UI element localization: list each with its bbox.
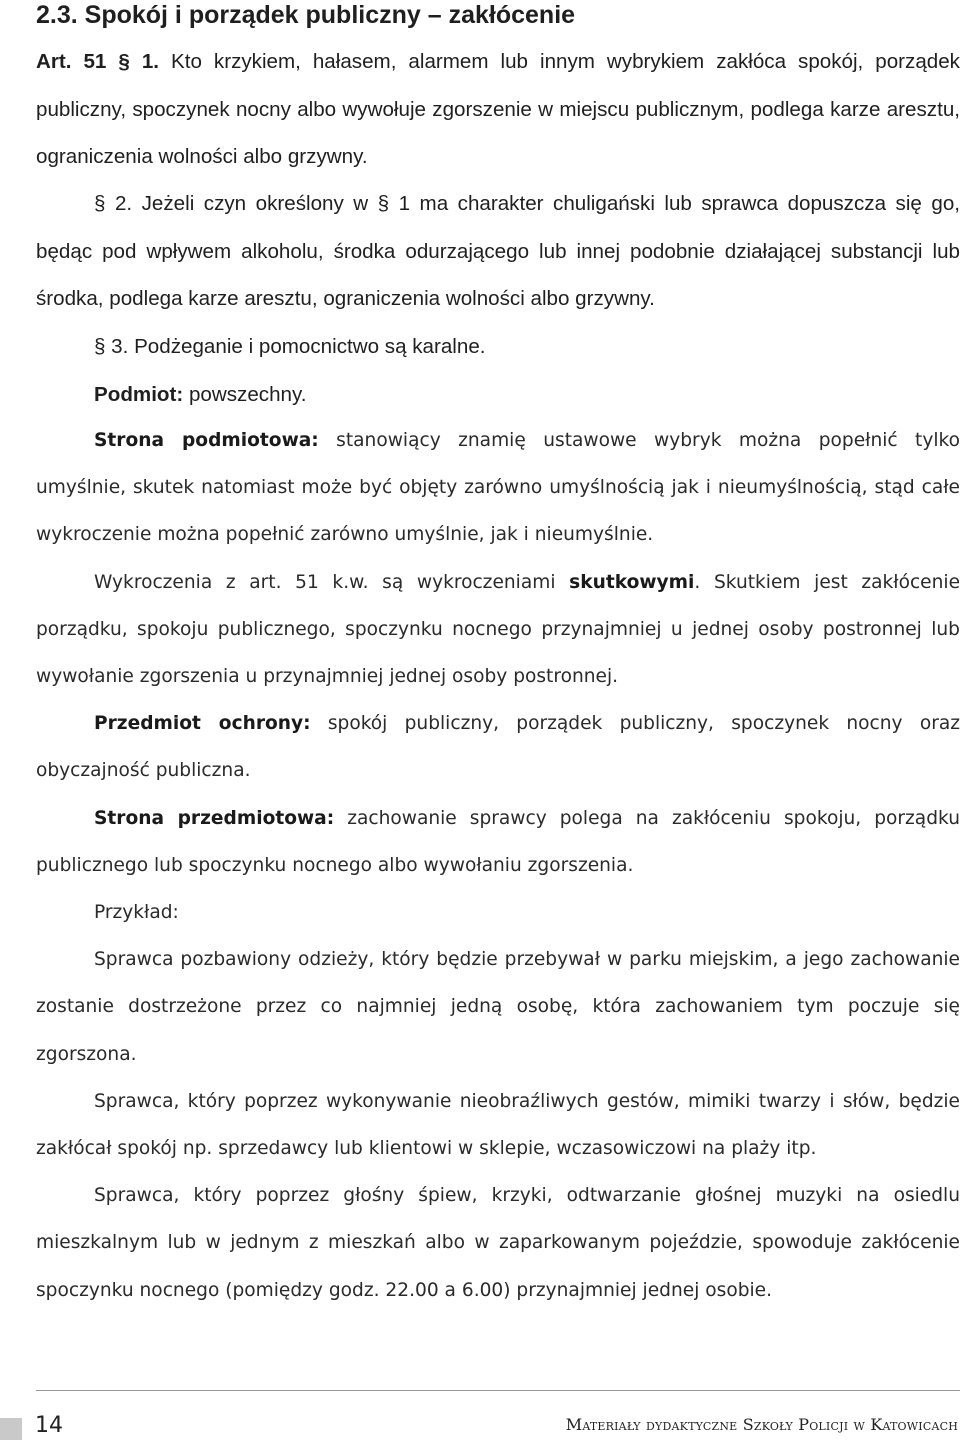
podmiot-text: powszechny. xyxy=(183,383,307,406)
strona-przedmiotowa-text: zachowanie sprawcy polega na zakłóceniu spokoju, porządku publicznego lub spoczynku nocnego albo wywołaniu zgorszenia. xyxy=(36,807,960,876)
page-number: 14 xyxy=(35,1413,63,1438)
article-paragraph-2: § 2. Jeżeli czyn określony w § 1 ma charakter chuligański lub sprawca dopuszcza się go, będąc pod wpływem alkoholu, środka odurzającego lub innej podobnie działającej substancji lub środka, podlega karze aresztu, ograniczenia wolności albo grzywny. xyxy=(36,192,960,310)
przedmiot-ochrony-label: Przedmiot ochrony: xyxy=(94,713,311,735)
wykroczenia-post: . Skutkiem jest zakłócenie porządku, spokoju publicznego, spoczynku nocnego przynajmniej u jednej osoby postronnej lub wywołanie zgorszenia u przynajmniej jednej osoby postronnej. xyxy=(36,571,960,688)
section-heading: 2.3. Spokój i porządek publiczny – zakłócenie xyxy=(36,1,576,29)
przyklad-label: Przykład: xyxy=(94,902,179,924)
przedmiot-ochrony-paragraph xyxy=(36,700,960,794)
podmiot-paragraph xyxy=(36,371,960,419)
wykroczenia-pre: Wykroczenia z art. 51 k.w. są wykroczeniami xyxy=(94,571,570,593)
strona-przedmiotowa-label: Strona przedmiotowa: xyxy=(94,807,335,829)
strona-podmiotowa-paragraph xyxy=(36,417,960,559)
wykroczenia-paragraph xyxy=(36,559,960,701)
strona-przedmiotowa-paragraph xyxy=(36,795,960,889)
article-lead: Art. 51 § 1. xyxy=(36,50,159,73)
przedmiot-ochrony-text: spokój publiczny, porządek publiczny, spoczynek nocny oraz obyczajność publiczna. xyxy=(36,713,960,782)
strona-podmiotowa-text: stanowiący znamię ustawowe wybryk można popełnić tylko umyślnie, skutek natomiast może być objęty zarówno umyślnością jak i nieumyślnością, stąd całe wykroczenie można popełnić zarówno umyślnie, jak i nieumyślnie. xyxy=(36,430,960,546)
example-2: Sprawca, który poprzez wykonywanie nieobraźliwych gestów, mimiki twarzy i słów, będzie zakłócał spokój np. sprzedawcy lub klientowi w sklepie, wczasowiczowi na plaży itp. xyxy=(36,1090,960,1160)
podmiot-label: Podmiot: xyxy=(94,383,184,406)
article-paragraph-1 xyxy=(36,38,960,181)
footer-title: Materiały dydaktyczne Szkoły Policji w Katowicach xyxy=(565,1415,958,1434)
example-1: Sprawca pozbawiony odzieży, który będzie przebywał w parku miejskim, a jego zachowanie zostanie dostrzeżone przez co najmniej jedną osobę, która zachowaniem tym poczuje się zgorszona. xyxy=(36,949,960,1065)
footer-square-icon xyxy=(0,1418,22,1440)
article-paragraph-3: § 3. Podżeganie i pomocnictwo są karalne. xyxy=(94,335,486,358)
footer-divider xyxy=(36,1390,960,1391)
commentary-block xyxy=(36,417,960,1314)
wykroczenia-bold: skutkowymi xyxy=(569,571,695,593)
example-3: Sprawca, który poprzez głośny śpiew, krzyki, odtwarzanie głośnej muzyki na osiedlu mieszkalnym lub w jednym z mieszkań albo w zaparkowanym pojeździe, spowoduje zakłócenie spoczynku nocnego (pomiędzy godz. 22.00 a 6.00) przynajmniej jednej osobie. xyxy=(36,1185,960,1301)
strona-podmiotowa-label: Strona podmiotowa: xyxy=(94,430,319,451)
article-p1-text: Kto krzykiem, hałasem, alarmem lub innym wybrykiem zakłóca spokój, porządek publiczny, spoczynek nocny albo wywołuje zgorszenie w miejscu publicznym, podlega karze aresztu, ograniczenia wolności albo grzywny. xyxy=(36,50,960,168)
